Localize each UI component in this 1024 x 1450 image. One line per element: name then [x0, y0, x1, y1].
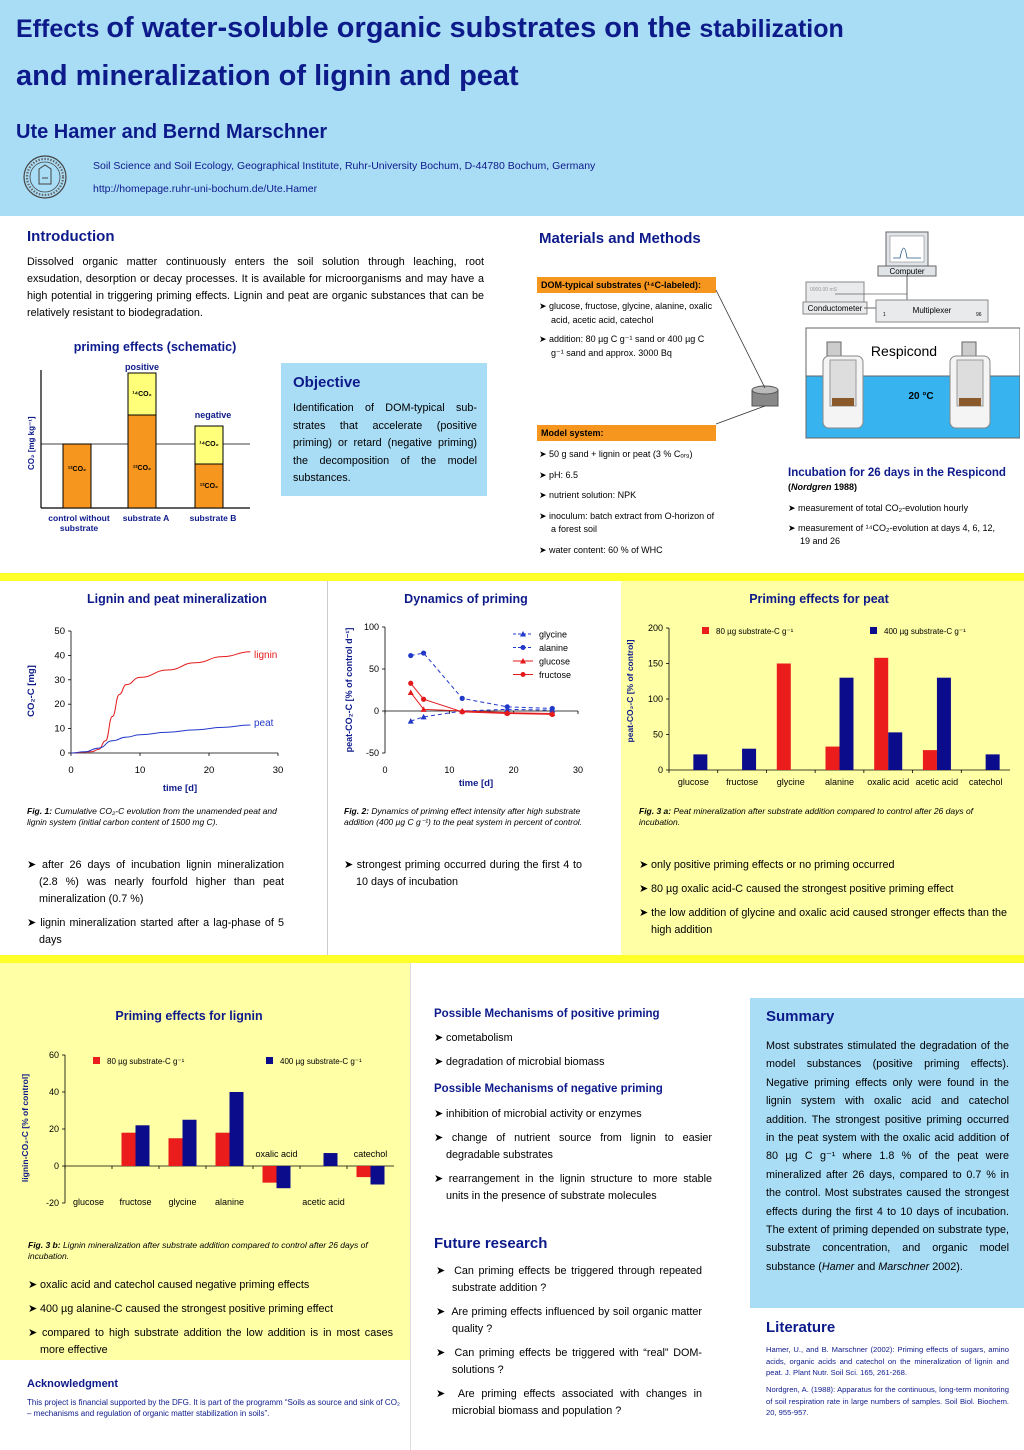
- affiliation: Soil Science and Soil Ecology, Geographical Institute, Ruhr-University Bochum, D-44780 Bochum, Germany: [93, 160, 596, 172]
- legend-marker-fructose: [521, 672, 526, 677]
- category-label: oxalic acid: [867, 777, 910, 787]
- fig3a-chart: [622, 615, 1022, 795]
- y-tick-label: 0: [59, 748, 65, 759]
- fig1-bullets: [27, 857, 284, 956]
- legend-label-glycine: glycine: [539, 629, 568, 640]
- fig2-bullets: [344, 857, 582, 898]
- series-line-lignin: [71, 652, 250, 753]
- bar-80-alanine: [216, 1133, 230, 1166]
- y-tick-label: 0: [657, 765, 663, 775]
- legend-swatch-400: [870, 627, 877, 634]
- y-tick-label: 50: [652, 729, 663, 740]
- intro-text: Dissolved organic matter continuously enters the soil solution through leaching, root exsudation, desorption or decay processes. It is available for microorganisms and may have a high potential in triggering priming effects. Lignin and peat are organic substances that can be relatively resistant to biodegradation.: [27, 256, 484, 319]
- fig1-bullet: ➤ after 26 days of incubation lignin mineralization (2.8 %) was nearly fourfold higher than peat mineralization (0.7 %): [27, 859, 285, 905]
- y-tick-label: 40: [48, 1087, 59, 1097]
- point-fructose: [460, 709, 465, 714]
- category-label: oxalic acid: [255, 1149, 298, 1159]
- respicond-label: Respicond: [870, 343, 938, 359]
- acknowledgment-heading: Acknowledgment: [27, 1378, 119, 1390]
- bar-400-glucose: [693, 754, 707, 770]
- y-tick-label: -20: [45, 1198, 59, 1208]
- y-tick-label: 100: [363, 622, 379, 632]
- future-heading: Future research: [434, 1235, 548, 1252]
- model-item: ➤ pH: 6.5: [539, 469, 579, 480]
- schematic-label-12-a: ¹²CO₂: [132, 465, 152, 472]
- model-list: [539, 448, 717, 563]
- legend-label-fructose: fructose: [539, 670, 572, 680]
- legend-marker-alanine: [521, 645, 526, 650]
- fig3b-title: Priming effects for lignin: [115, 1009, 263, 1023]
- bar-80-catechol: [357, 1166, 371, 1177]
- y-tick-label: 20: [48, 1124, 59, 1134]
- point-fructose: [421, 697, 426, 702]
- schematic-bar-control: [63, 444, 91, 508]
- bar-400-acetic-acid: [937, 678, 951, 770]
- incubation-title: Incubation for 26 days in the Respicond: [788, 467, 1006, 479]
- fig3b-bullet: ➤ compared to high substrate addition the low addition is in most cases more effective: [28, 1327, 394, 1356]
- divider-stripe-2: [0, 955, 1024, 963]
- model-item: ➤ 50 g sand + lignin or peat (3 % Cₒᵣ₉): [539, 449, 693, 459]
- university-seal-icon: [16, 154, 74, 200]
- schematic-label-14-a: ¹⁴CO₂: [132, 391, 152, 398]
- bar-400-glycine: [183, 1120, 197, 1166]
- schematic-bar-a-12: [128, 415, 156, 508]
- point-fructose: [550, 712, 555, 717]
- schematic-title: priming effects (schematic): [73, 340, 237, 354]
- schematic-ylabel: CO₂ [mg kg⁻¹]: [27, 416, 36, 470]
- bar-400-alanine: [230, 1092, 244, 1166]
- legend-swatch-80: [702, 627, 709, 634]
- respicond-diagram: [700, 228, 1020, 478]
- bar-400-oxalic-acid: [277, 1166, 291, 1188]
- bar-400-oxalic-acid: [888, 732, 902, 770]
- fig3b-bullets: [28, 1277, 393, 1366]
- y-tick-label: 100: [647, 694, 663, 704]
- bar-80-fructose: [122, 1133, 136, 1166]
- point-alanine: [408, 653, 413, 658]
- temperature-label: 20 °C: [908, 391, 934, 402]
- point-alanine: [421, 650, 426, 655]
- pos-mechanism-item: ➤ degradation of microbial biomass: [434, 1056, 605, 1068]
- fig3b-bullet: ➤ 400 µg alanine-C caused the strongest positive priming effect: [28, 1303, 333, 1315]
- fig3a-bullet: ➤ 80 µg oxalic acid-C caused the strongest positive priming effect: [639, 883, 954, 895]
- schematic-positive: positive: [124, 362, 160, 372]
- y-tick-label: 30: [54, 674, 65, 686]
- conductometer-label: Conductometer: [807, 304, 863, 313]
- legend-label-80: 80 µg substrate-C g⁻¹: [107, 1057, 185, 1066]
- x-tick-label: 20: [508, 765, 519, 775]
- conductometer-icon: [806, 282, 864, 304]
- neg-mechanism-item: ➤ rearrangement in the lignin structure to more stable units in the presence of substrate molecules: [434, 1173, 712, 1202]
- schematic-cat2: substrate A: [122, 513, 170, 523]
- fig1-caption: Fig. 1: Cumulative CO₂-C evolution from the unamended peat and lignin system (initial carbon content of 1500 mg C).: [27, 806, 277, 827]
- legend-swatch-400: [266, 1057, 273, 1064]
- bar-400-catechol: [986, 754, 1000, 770]
- summary-heading: Summary: [766, 1008, 835, 1025]
- dom-list: [539, 300, 717, 366]
- category-label: catechol: [968, 777, 1003, 787]
- y-tick-label: 10: [54, 723, 65, 735]
- fig3a-bullet: ➤ only positive priming effects or no priming occurred: [639, 859, 895, 871]
- future-item: ➤ Are priming effects associated with changes in microbial biomass and population ?: [436, 1388, 702, 1417]
- schematic-cat1a: control without: [48, 513, 110, 523]
- incubation-list: [788, 502, 1006, 555]
- literature-heading: Literature: [766, 1319, 836, 1336]
- y-tick-label: 0: [373, 706, 379, 716]
- model-item: ➤ inoculum: batch extract from O-horizon of a forest soil: [539, 510, 715, 534]
- authors: Ute Hamer and Bernd Marschner: [16, 121, 328, 143]
- poster-title-line2: and mineralization of lignin and peat: [16, 60, 519, 92]
- fig1-lignin-label: lignin: [254, 650, 278, 661]
- y-tick-label: -50: [365, 748, 379, 758]
- model-box: Model system:: [537, 425, 716, 441]
- multiplexer-label: Multiplexer: [912, 306, 952, 315]
- bar-80-acetic-acid: [923, 750, 937, 770]
- bar-400-catechol: [371, 1166, 385, 1185]
- neg-mechanism-item: ➤ change of nutrient source from lignin to easier degradable substrates: [434, 1132, 713, 1161]
- schematic-cat3: substrate B: [189, 513, 237, 523]
- x-tick-label: 30: [272, 765, 284, 776]
- category-label: fructose: [726, 777, 759, 787]
- x-tick-label: 10: [444, 765, 455, 775]
- poster-title: Effects of water-soluble organic substrates on the stabilization: [16, 12, 844, 44]
- future-list: [436, 1263, 702, 1427]
- point-glucose: [408, 690, 414, 696]
- literature-ref2: Nordgren, A. (1988): Apparatus for the continuous, long-term monitoring of soil respiration rate in large numbers of samples. Soil Biol. Biochem. 20, 955-957.: [766, 1385, 1009, 1417]
- x-tick-label: 20: [203, 765, 215, 776]
- future-item: ➤ Can priming effects be triggered with “real” DOM-solutions ?: [436, 1347, 702, 1376]
- conductometer-display: 0000.00 mS: [810, 287, 837, 293]
- point-fructose: [408, 681, 413, 686]
- fig3b-chart: [14, 1040, 394, 1220]
- fig2-caption: Fig. 2: Dynamics of priming effect intensity after high substrate addition (400 µg C g⁻¹) to the peat system in percent of control.: [344, 806, 583, 827]
- category-label: alanine: [824, 777, 855, 787]
- divider-stripe: [0, 573, 1024, 581]
- bar-400-fructose: [136, 1125, 150, 1166]
- category-label: glucose: [677, 777, 709, 787]
- fig2-xlabel: time [d]: [458, 778, 494, 789]
- y-tick-label: 200: [647, 623, 663, 633]
- x-tick-label: 30: [572, 765, 584, 775]
- y-tick-label: 0: [53, 1161, 59, 1171]
- fig3a-title: Priming effects for peat: [749, 592, 889, 606]
- fig1-chart: [20, 615, 320, 800]
- multiplexer-right: 96: [976, 312, 982, 318]
- category-label: glucose: [72, 1197, 105, 1207]
- legend-label-glucose: glucose: [539, 656, 571, 667]
- schematic-label-12-b: ¹²CO₂: [199, 483, 219, 490]
- dom-item: ➤ glucose, fructose, glycine, alanine, oxalic acid, acetic acid, catechol: [539, 301, 713, 325]
- point-alanine: [550, 706, 555, 711]
- neg-mechanisms-heading: Possible Mechanisms of negative priming: [434, 1083, 663, 1095]
- fig3b-ylabel: lignin-CO₂-C [% of control]: [20, 1073, 30, 1183]
- schematic-negative: negative: [194, 410, 232, 420]
- future-item: ➤ Are priming effects influenced by soil organic matter quality ?: [436, 1306, 703, 1335]
- fig1-xlabel: time [d]: [162, 783, 198, 794]
- fig2-ylabel: peat-CO₂-C [% of control d⁻¹]: [344, 627, 354, 753]
- co2-trap-icon: [752, 386, 778, 406]
- y-tick-label: 150: [647, 658, 663, 669]
- legend-label-alanine: alanine: [539, 643, 569, 653]
- category-label: acetic acid: [915, 777, 959, 787]
- category-label: glycine: [168, 1197, 197, 1207]
- incubation-item: ➤ measurement of total CO₂-evolution hourly: [788, 503, 969, 513]
- pos-mechanisms-list: [434, 1030, 712, 1078]
- y-tick-label: 20: [54, 699, 65, 711]
- legend-label-80: 80 µg substrate-C g⁻¹: [716, 627, 794, 636]
- schematic-label-12-control: ¹²CO₂: [67, 466, 87, 473]
- bar-80-oxalic-acid: [263, 1166, 277, 1183]
- fig2-bullet: ➤ strongest priming occurred during the first 4 to 10 days of incubation: [344, 859, 582, 888]
- pos-mechanisms-heading: Possible Mechanisms of positive priming: [434, 1008, 660, 1020]
- fig3b-caption: Fig. 3 b: Lignin mineralization after substrate addition compared to control after 26 days of incubation.: [28, 1240, 368, 1261]
- homepage-link[interactable]: http://homepage.ruhr-uni-bochum.de/Ute.Hamer: [93, 183, 318, 195]
- series-line-peat: [71, 725, 250, 753]
- incubation-item: ➤ measurement of ¹⁴CO₂-evolution at days 4, 6, 12, 19 and 26: [788, 522, 996, 546]
- computer-label: Computer: [889, 267, 925, 276]
- summary-text: Most substrates stimulated the degradation of the model substances (positive priming effects). Negative priming effects only were found in the lignin system with oxalic acid and catechol addition. The strongest positive priming occurred in the peat system with the oxalic acid addition of 80 µg C g⁻¹ where 1.8 % of the peat were mineralized after 26 days, compared to 0.7 % in the control. Most substrates caused the strongest effects during the first 4 to 10 days of incubation. The extent of priming depended on substrate type, substrate concentration, and organic model substance (Hamer and Marschner 2002).: [766, 1040, 1009, 1273]
- incubation-ref: (Nordgren 1988): [788, 482, 858, 492]
- point-alanine: [505, 704, 510, 709]
- bar-400-fructose: [742, 749, 756, 770]
- y-tick-label: 50: [54, 626, 65, 637]
- fig3a-bullet: ➤ the low addition of glycine and oxalic acid caused stronger effects than the high addition: [639, 907, 1008, 936]
- fig1-peat-label: peat: [254, 718, 274, 729]
- fig3b-bullet: ➤ oxalic acid and catechol caused negative priming effects: [28, 1279, 310, 1291]
- neg-mechanism-item: ➤ inhibition of microbial activity or enzymes: [434, 1108, 642, 1120]
- column-divider-2: [410, 963, 411, 1450]
- fig1-title: Lignin and peat mineralization: [87, 592, 267, 606]
- y-tick-label: 50: [368, 664, 379, 674]
- dom-box: DOM-typical substrates (¹⁴C-labeled):: [537, 277, 716, 293]
- intro-heading: Introduction: [27, 228, 115, 245]
- neg-mechanisms-list: [434, 1106, 712, 1212]
- legend-label-400: 400 µg substrate-C g⁻¹: [884, 627, 966, 636]
- methods-heading: Materials and Methods: [539, 230, 701, 247]
- fig2-title: Dynamics of priming: [404, 592, 528, 606]
- column-divider: [327, 581, 328, 955]
- dom-item: ➤ addition: 80 µg C g⁻¹ sand or 400 µg C g⁻¹ sand and approx. 3000 Bq: [539, 334, 705, 358]
- y-tick-label: 60: [48, 1050, 59, 1060]
- category-label: fructose: [119, 1197, 152, 1207]
- fig3a-caption: Fig. 3 a: Peat mineralization after substrate addition compared to control after 26 days of incubation.: [639, 806, 974, 827]
- fig2-chart: [338, 615, 598, 800]
- bar-80-oxalic-acid: [874, 658, 888, 770]
- schematic-chart: [20, 358, 275, 538]
- category-label: glycine: [776, 777, 805, 787]
- schematic-cat1b: substrate: [59, 523, 99, 533]
- pos-mechanism-item: ➤ cometabolism: [434, 1032, 513, 1044]
- objective-heading: Objective: [293, 374, 361, 391]
- category-label: catechol: [353, 1149, 388, 1159]
- objective-text: Identification of DOM-typical sub-strates that accelerate (positive priming) or retard (negative priming) the decomposition of the model substances.: [293, 402, 477, 484]
- x-tick-label: 0: [68, 765, 74, 776]
- multiplexer-left: 1: [883, 312, 886, 318]
- category-label: alanine: [214, 1197, 245, 1207]
- bar-400-acetic-acid: [324, 1153, 338, 1166]
- point-alanine: [460, 696, 465, 701]
- point-fructose: [505, 711, 510, 716]
- model-item: ➤ nutrient solution: NPK: [539, 490, 637, 500]
- model-item: ➤ water content: 60 % of WHC: [539, 544, 663, 555]
- legend-label-400: 400 µg substrate-C g⁻¹: [280, 1057, 362, 1066]
- bar-80-alanine: [826, 747, 840, 770]
- fig3a-bullets: [639, 857, 1007, 946]
- bar-400-alanine: [840, 678, 854, 770]
- legend-swatch-80: [93, 1057, 100, 1064]
- acknowledgment-text: This project is financial supported by the DFG. It is part of the programm “Soils as source and sink of CO₂ – mechanisms and regulation of organic matter stabilization in soils”.: [27, 1398, 401, 1418]
- x-tick-label: 10: [134, 765, 146, 776]
- y-tick-label: 40: [54, 650, 65, 662]
- x-tick-label: 0: [382, 765, 388, 775]
- schematic-label-14-b: ¹⁴CO₂: [199, 441, 219, 448]
- fig3a-ylabel: peat-CO₂-C [% of control]: [625, 639, 635, 743]
- future-item: ➤ Can priming effects be triggered through repeated substrate addition ?: [436, 1265, 703, 1294]
- fig1-bullet: ➤ lignin mineralization started after a lag-phase of 5 days: [27, 917, 284, 946]
- bar-80-glycine: [777, 664, 791, 771]
- category-label: acetic acid: [302, 1197, 345, 1207]
- bar-80-glycine: [169, 1138, 183, 1166]
- literature-ref1: Hamer, U., and B. Marschner (2002): Priming effects of sugars, amino acids, organic acids and catechol on the mineralization of lignin and peat. J. Plant Nutr. Soil Sci. 165, 261-268.: [766, 1345, 1009, 1377]
- fig1-ylabel: CO₂-C [mg]: [26, 665, 37, 717]
